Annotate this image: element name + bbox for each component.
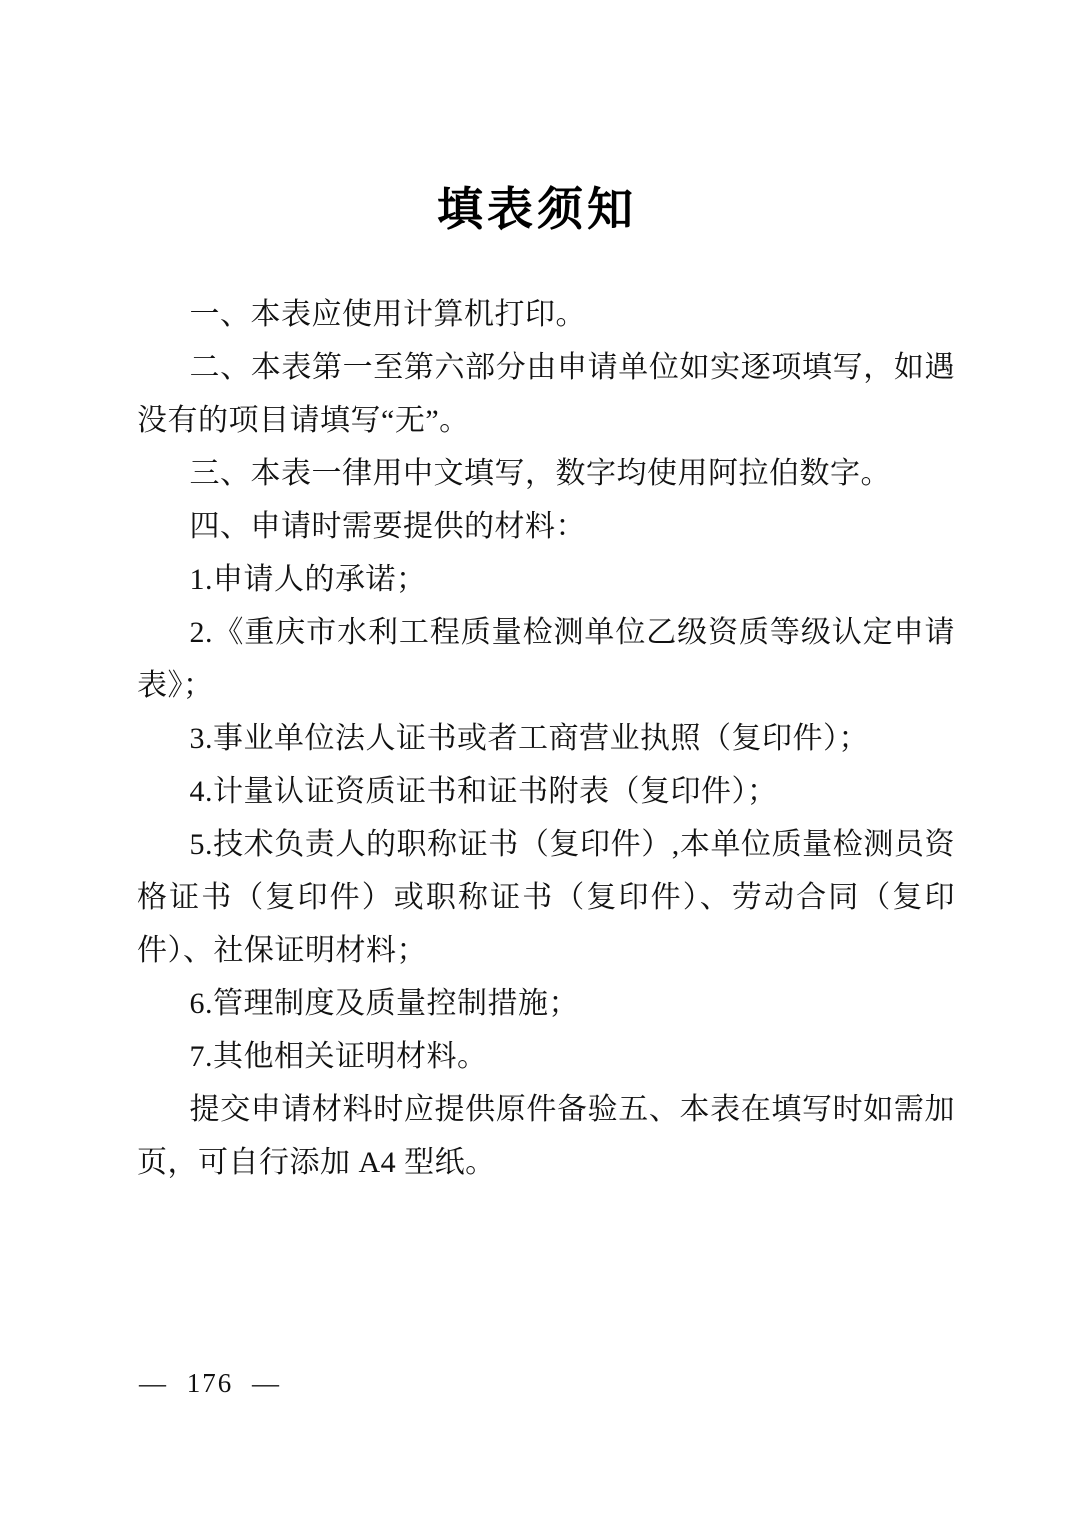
notice-paragraph: 一、本表应使用计算机打印。: [189, 298, 586, 331]
notice-body: [137, 288, 955, 1189]
notice-paragraph: 6.管理制度及质量控制措施；: [189, 987, 579, 1020]
notice-paragraph: 四、申请时需要提供的材料：: [189, 510, 586, 543]
notice-paragraph: 三、本表一律用中文填写，数字均使用阿拉伯数字。: [189, 457, 891, 490]
page-number: — 176 —: [139, 1368, 281, 1398]
page-title: 填表须知: [437, 184, 637, 235]
notice-paragraph: 5.技术负责人的职称证书（复印件）,本单位质量检测员资格证书（复印件）或职称证书（复印件）、劳动合同（复印件）、社保证明材料；: [137, 828, 955, 967]
notice-paragraph: 提交申请材料时应提供原件备验五、本表在填写时如需加页，可自行添加 A4 型纸。: [137, 1093, 955, 1179]
notice-paragraph: 7.其他相关证明材料。: [189, 1040, 488, 1073]
notice-paragraph: 1.申请人的承诺；: [189, 563, 427, 596]
notice-paragraph: 2.《重庆市水利工程质量检测单位乙级资质等级认定申请表》；: [137, 616, 955, 702]
notice-paragraph: 4.计量认证资质证书和证书附表（复印件）；: [189, 775, 778, 808]
notice-paragraph: 二、本表第一至第六部分由申请单位如实逐项填写，如遇没有的项目请填写“无”。: [137, 351, 955, 437]
notice-paragraph: 3.事业单位法人证书或者工商营业执照（复印件）；: [189, 722, 869, 755]
